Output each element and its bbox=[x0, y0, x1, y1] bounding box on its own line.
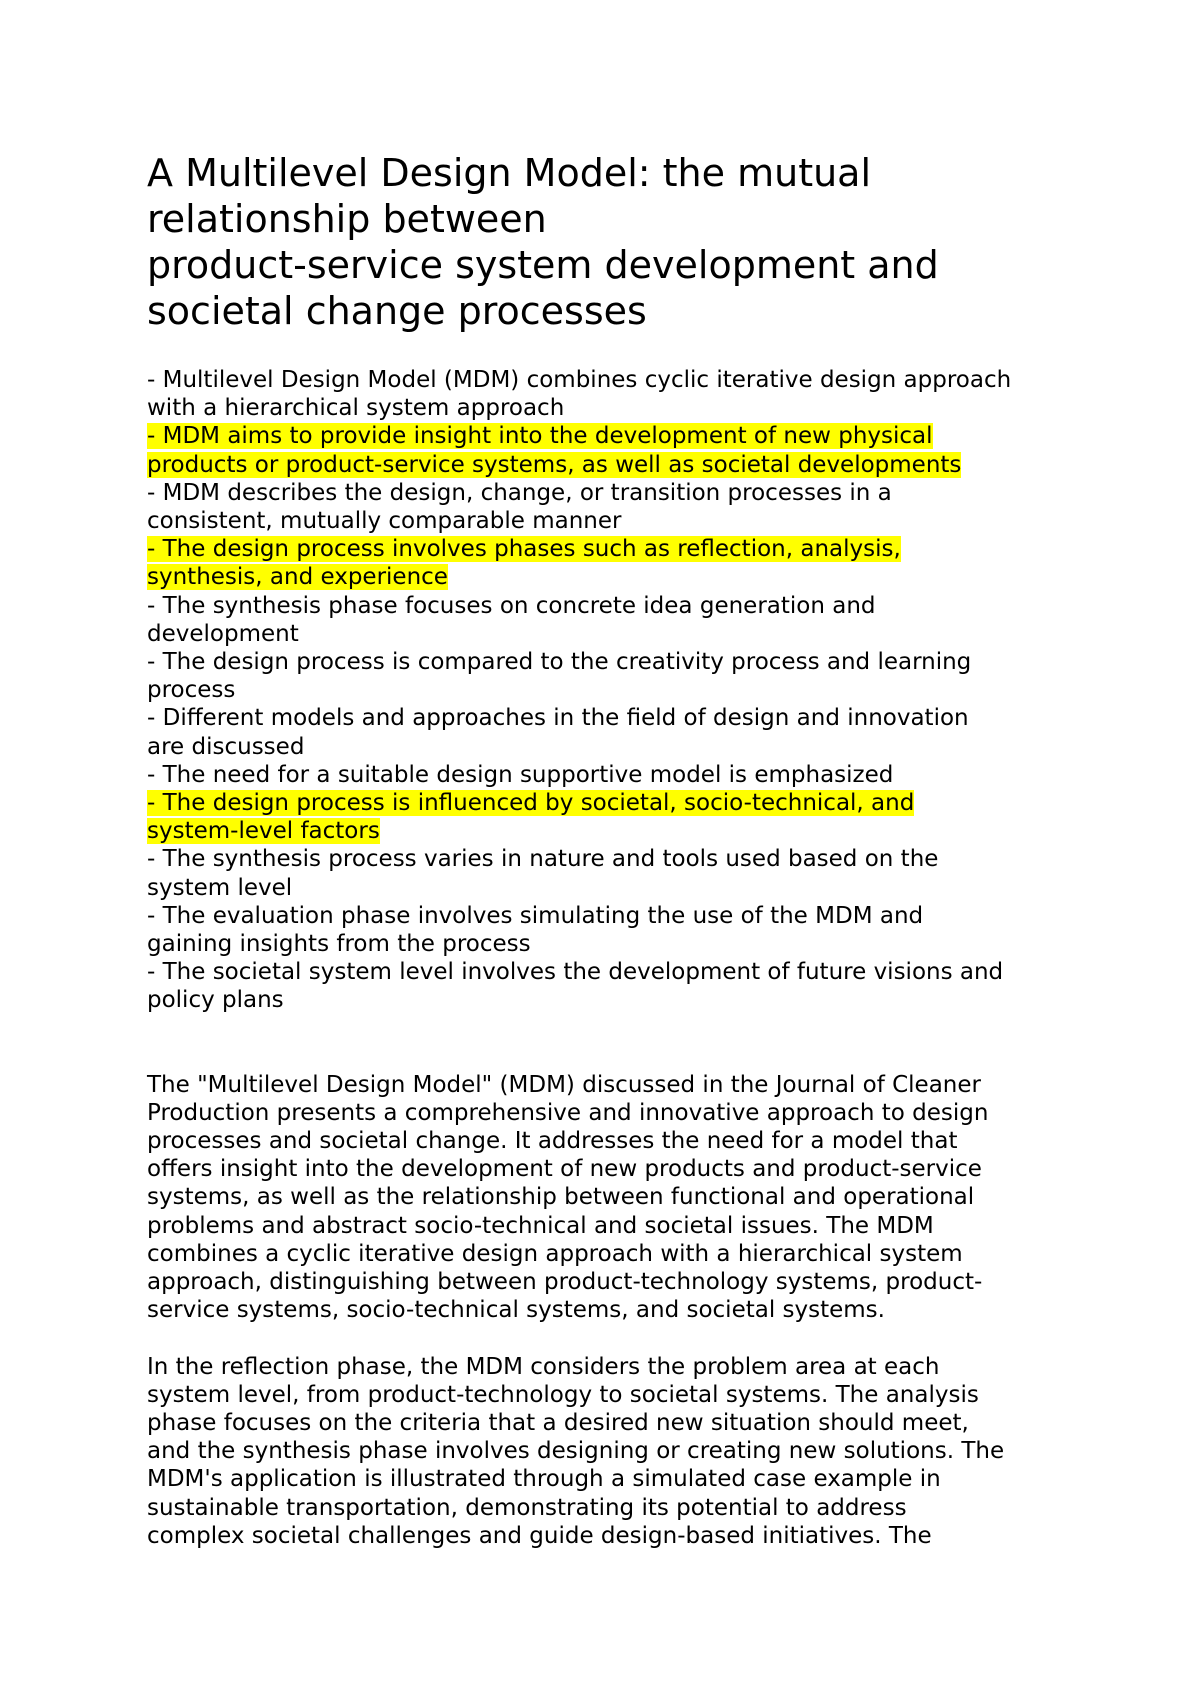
highlighted-text: products or product-service systems, as well as societal developments bbox=[147, 451, 962, 478]
highlighted-text: synthesis, and experience bbox=[147, 564, 448, 591]
bullet-text: are discussed bbox=[147, 733, 305, 760]
paragraph-line: complex societal challenges and guide design-based initiatives. The bbox=[147, 1522, 932, 1549]
paragraph-line: systems, as well as the relationship between functional and operational bbox=[147, 1184, 975, 1211]
bullet-line-highlighted bbox=[147, 789, 1107, 817]
bullet-prefix: - bbox=[147, 536, 163, 563]
bullet-line bbox=[147, 479, 1107, 507]
bullet-text: consistent, mutually comparable manner bbox=[147, 508, 622, 535]
bullet-line bbox=[147, 761, 1107, 789]
bullet-line bbox=[147, 930, 1107, 958]
bullet-line-highlighted bbox=[147, 535, 1107, 563]
bullet-text: - The societal system level involves the development of future visions and bbox=[147, 959, 1004, 986]
bullet-text: process bbox=[147, 677, 236, 704]
paragraph-line: phase focuses on the criteria that a desired new situation should meet, bbox=[147, 1409, 969, 1436]
paragraph-line: service systems, socio-technical systems, and societal systems. bbox=[147, 1297, 885, 1324]
paragraph-line: system level, from product-technology to societal systems. The analysis bbox=[147, 1381, 979, 1408]
bullet-line bbox=[147, 507, 1107, 535]
bullet-prefix: - bbox=[147, 790, 163, 817]
bullet-text: - The design process is compared to the creativity process and learning bbox=[147, 649, 972, 676]
summary-bullet-list bbox=[147, 366, 1107, 1015]
paragraph-line: Production presents a comprehensive and innovative approach to design bbox=[147, 1099, 989, 1126]
title-line: societal change processes bbox=[147, 289, 647, 333]
bullet-text: - MDM describes the design, change, or transition processes in a bbox=[147, 479, 892, 506]
paragraph-line: problems and abstract socio-technical and societal issues. The MDM bbox=[147, 1212, 934, 1239]
highlighted-text: The design process is influenced by societal, socio-technical, and bbox=[162, 790, 915, 817]
bullet-line-highlighted bbox=[147, 422, 1107, 450]
bullet-text: - The evaluation phase involves simulating the use of the MDM and bbox=[147, 902, 924, 929]
paragraph-line: The "Multilevel Design Model" (MDM) discussed in the Journal of Cleaner bbox=[147, 1071, 981, 1098]
bullet-line bbox=[147, 958, 1107, 986]
paragraph-line: offers insight into the development of new products and product-service bbox=[147, 1156, 982, 1183]
bullet-line bbox=[147, 874, 1107, 902]
highlighted-text: - MDM aims to provide insight into the development of new physical bbox=[147, 423, 933, 450]
body-paragraph bbox=[147, 1071, 1107, 1325]
bullet-line-highlighted bbox=[147, 817, 1107, 845]
bullet-line bbox=[147, 733, 1107, 761]
bullet-text: - Multilevel Design Model (MDM) combines cyclic iterative design approach bbox=[147, 367, 1012, 393]
highlighted-text: The design process involves phases such as reflection, analysis, bbox=[162, 536, 901, 563]
bullet-line bbox=[147, 620, 1107, 648]
bullet-line bbox=[147, 902, 1107, 930]
bullet-text: - Different models and approaches in the field of design and innovation bbox=[147, 705, 969, 732]
document-page bbox=[147, 150, 1107, 1550]
bullet-text: - The need for a suitable design supportive model is emphasized bbox=[147, 761, 894, 788]
paragraph-line: In the reflection phase, the MDM considers the problem area at each bbox=[147, 1353, 940, 1380]
bullet-text: - The synthesis phase focuses on concrete idea generation and bbox=[147, 592, 876, 619]
paragraph-line: and the synthesis phase involves designing or creating new solutions. The bbox=[147, 1438, 1005, 1465]
document-title bbox=[147, 150, 1107, 334]
bullet-text: policy plans bbox=[147, 987, 284, 1014]
title-line: relationship between bbox=[147, 197, 547, 241]
bullet-text: system level bbox=[147, 874, 293, 901]
highlighted-text: system-level factors bbox=[147, 818, 380, 845]
bullet-text: - The synthesis process varies in nature and tools used based on the bbox=[147, 846, 939, 873]
title-line: product-service system development and bbox=[147, 243, 939, 287]
bullet-line bbox=[147, 986, 1107, 1014]
bullet-text: with a hierarchical system approach bbox=[147, 395, 565, 422]
bullet-line bbox=[147, 648, 1107, 676]
paragraph-line: combines a cyclic iterative design approach with a hierarchical system bbox=[147, 1240, 963, 1267]
body-paragraph bbox=[147, 1353, 1107, 1550]
bullet-line bbox=[147, 366, 1107, 394]
bullet-line bbox=[147, 676, 1107, 704]
bullet-line bbox=[147, 704, 1107, 732]
bullet-line bbox=[147, 592, 1107, 620]
bullet-line bbox=[147, 394, 1107, 422]
bullet-text: gaining insights from the process bbox=[147, 931, 531, 958]
paragraph-line: MDM's application is illustrated through a simulated case example in bbox=[147, 1466, 941, 1493]
bullet-line-highlighted bbox=[147, 451, 1107, 479]
bullet-line-highlighted bbox=[147, 563, 1107, 591]
paragraph-line: sustainable transportation, demonstrating its potential to address bbox=[147, 1494, 907, 1521]
bullet-line bbox=[147, 845, 1107, 873]
bullet-text: development bbox=[147, 620, 299, 647]
title-line: A Multilevel Design Model: the mutual bbox=[147, 151, 872, 195]
paragraph-line: processes and societal change. It addresses the need for a model that bbox=[147, 1128, 958, 1155]
paragraph-line: approach, distinguishing between product-technology systems, product- bbox=[147, 1269, 983, 1296]
